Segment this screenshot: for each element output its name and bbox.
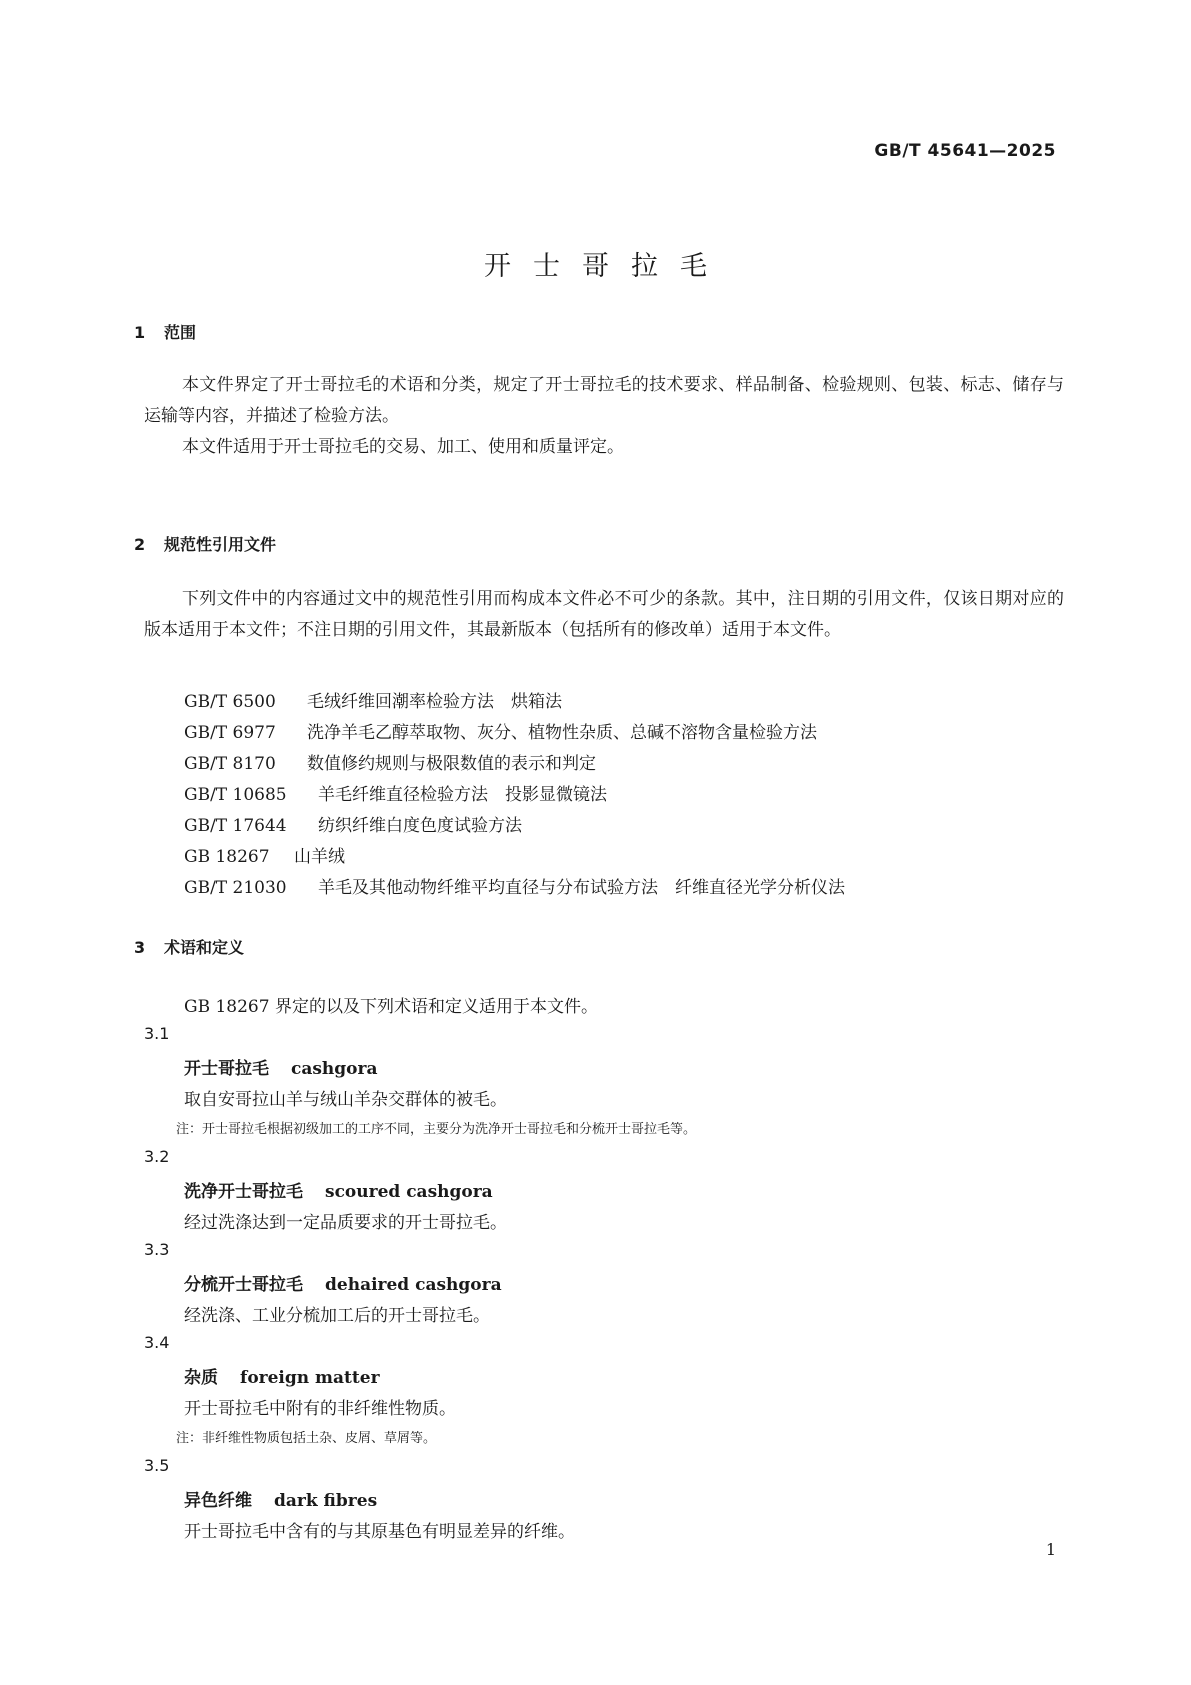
term-note: 注：非纤维性物质包括土杂、皮屑、草屑等。 [176,1431,437,1446]
term-number: 3.3 [144,1240,170,1259]
term-zh: 异色纤维 [184,1491,252,1511]
reference-title: 洗净羊毛乙醇萃取物、灰分、植物性杂质、总碱不溶物含量检验方法 [307,723,817,743]
term-definition: 开士哥拉毛中含有的与其原基色有明显差异的纤维。 [184,1522,575,1542]
term-number: 3.4 [144,1333,170,1352]
term-entry [184,1054,378,1079]
term-zh: 分梳开士哥拉毛 [184,1275,303,1295]
term-zh: 开士哥拉毛 [184,1059,269,1079]
reference-code: GB/T 17644 [184,816,287,836]
page-number: 1 [1045,1540,1056,1559]
term-en: foreign matter [240,1368,380,1388]
term-zh: 洗净开士哥拉毛 [184,1182,303,1202]
reference-item [184,873,845,898]
term-note: 注：开士哥拉毛根据初级加工的工序不同，主要分为洗净开士哥拉毛和分梳开士哥拉毛等。 [176,1122,697,1137]
reference-title: 羊毛及其他动物纤维平均直径与分布试验方法 纤维直径光学分析仪法 [318,878,845,898]
reference-code: GB/T 8170 [184,754,276,774]
term-zh: 杂质 [184,1368,218,1388]
term-definition: 取自安哥拉山羊与绒山羊杂交群体的被毛。 [184,1090,507,1110]
term-number: 3.5 [144,1456,170,1475]
reference-item [184,811,522,836]
reference-item [184,780,607,805]
section-heading-2 [134,532,276,555]
reference-title: 纺织纤维白度色度试验方法 [318,816,522,836]
reference-item [184,718,817,743]
section-title: 范围 [164,323,197,342]
reference-code: GB/T 10685 [184,785,287,805]
term-entry [184,1270,502,1295]
reference-title: 山羊绒 [294,847,345,867]
section-title: 规范性引用文件 [164,535,277,554]
term-definition: 经过洗涤达到一定品质要求的开士哥拉毛。 [184,1213,507,1233]
section-title: 术语和定义 [164,938,245,957]
term-definition: 开士哥拉毛中附有的非纤维性物质。 [184,1399,456,1419]
document-number: GB/T 45641—2025 [874,141,1056,161]
term-en: dehaired cashgora [325,1275,502,1295]
section-heading-3 [134,935,244,958]
reference-code: GB 18267 [184,847,270,867]
term-en: cashgora [291,1059,378,1079]
reference-code: GB/T 6977 [184,723,276,743]
page-title: 开士哥拉毛 [484,251,729,282]
paragraph: 本文件适用于开士哥拉毛的交易、加工、使用和质量评定。 [182,437,624,457]
reference-title: 数值修约规则与极限数值的表示和判定 [307,754,596,774]
reference-item [184,842,345,867]
reference-title: 毛绒纤维回潮率检验方法 烘箱法 [307,692,562,712]
reference-code: GB/T 6500 [184,692,276,712]
term-definition: 经洗涤、工业分梳加工后的开士哥拉毛。 [184,1306,490,1326]
section-1-body [144,370,1064,463]
reference-item [184,749,596,774]
term-number: 3.2 [144,1147,170,1166]
term-entry [184,1486,377,1511]
section-3-intro: GB 18267 界定的以及下列术语和定义适用于本文件。 [184,997,598,1017]
section-number: 2 [134,535,146,554]
term-en: scoured cashgora [325,1182,493,1202]
term-number: 3.1 [144,1024,170,1043]
term-entry [184,1177,493,1202]
paragraph: 下列文件中的内容通过文中的规范性引用而构成本文件必不可少的条款。其中，注日期的引用文件，仅该日期对应的版本适用于本文件；不注日期的引用文件，其最新版本（包括所有的修改单）适用于本文件。 [144,589,1064,640]
section-number: 1 [134,323,146,342]
reference-title: 羊毛纤维直径检验方法 投影显微镜法 [318,785,607,805]
section-number: 3 [134,938,146,957]
reference-item [184,687,562,712]
term-en: dark fibres [274,1491,378,1511]
reference-code: GB/T 21030 [184,878,287,898]
section-heading-1 [134,320,196,343]
section-2-intro [144,584,1064,646]
paragraph: 本文件界定了开士哥拉毛的术语和分类，规定了开士哥拉毛的技术要求、样品制备、检验规则、包装、标志、储存与运输等内容，并描述了检验方法。 [144,375,1064,426]
term-entry [184,1363,380,1388]
